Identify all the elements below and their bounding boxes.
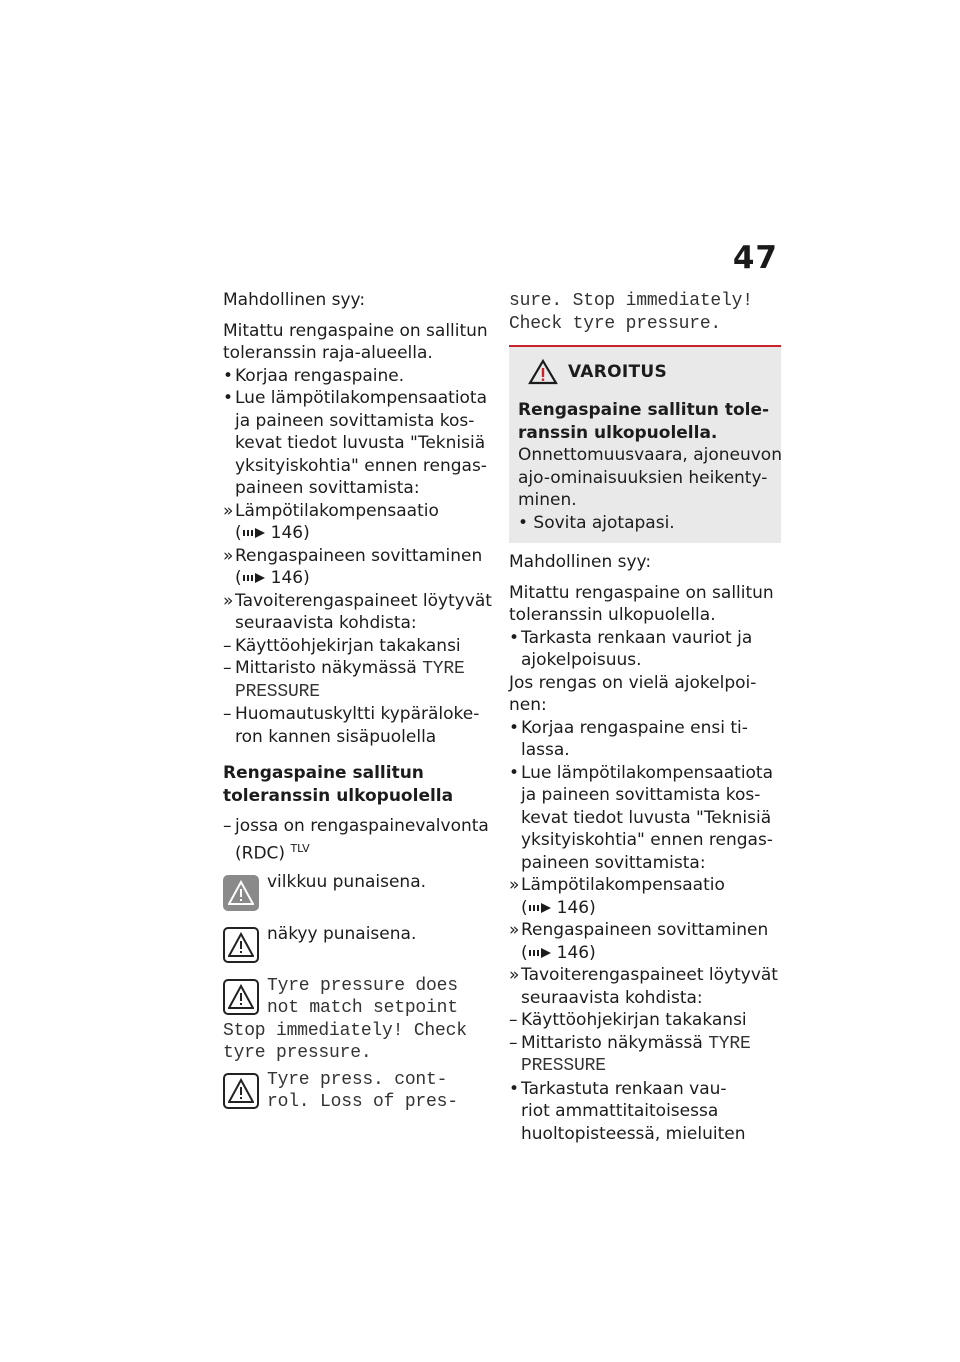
cause-text-line: Mitattu rengaspaine on sallitun (509, 582, 774, 603)
display-text: TYRE (708, 1033, 751, 1054)
ref-marker: » (509, 965, 520, 985)
display-text: TYRE (422, 659, 465, 679)
reference-item: » Lämpötilakompensaatio ( 146) (509, 874, 781, 919)
ref-marker: » (509, 920, 520, 940)
reference-page[interactable]: 146) (270, 568, 310, 588)
bullet-marker: • (509, 762, 520, 783)
dash-marker: – (509, 1010, 518, 1030)
reference-arrow-icon (243, 572, 267, 584)
warning-action: • Sovita ajotapasi. (518, 512, 675, 533)
reference-item: » Lämpötilakompensaatio ( 146) (223, 500, 491, 545)
reference-page[interactable]: 146) (556, 942, 596, 963)
target-intro: » Tavoiterengaspaineet löytyvät seuraavista kohdista: (509, 965, 778, 1008)
ref-marker: » (509, 875, 520, 895)
bullet-marker: • (509, 627, 520, 648)
warning-triangle-icon (223, 979, 259, 1015)
dash-marker: – (223, 658, 232, 678)
bullet-item: • Tarkastuta renkaan vau- riot ammattitaitoisessa huoltopisteessä, mieluiten (509, 1078, 746, 1144)
warning-triangle-icon (528, 359, 558, 385)
warning-body: minen. (518, 490, 577, 510)
dash-item: – Käyttöohjekirjan takakansi (509, 1010, 747, 1030)
warning-row (223, 871, 491, 919)
reference-arrow-icon (529, 902, 553, 914)
dash-item: – jossa on rengaspainevalvonta (RDC) $^{TLV}$ (223, 816, 489, 864)
tlv-superscript: TLV (290, 841, 310, 855)
warning-body: Onnettomuusvaara, ajoneuvon (518, 445, 782, 465)
dash-item: – Mittaristo näkymässä TYRE PRESSURE (509, 1032, 781, 1078)
warning-triangle-icon (223, 927, 259, 963)
warning-heading: Rengaspaine sallitun tole- (518, 400, 770, 420)
paragraph-line: nen: (509, 695, 547, 715)
ref-marker: » (223, 590, 234, 611)
warning-heading: ranssin ulkopuolella. (518, 422, 718, 443)
bullet-item: • Korjaa rengaspaine. (223, 365, 405, 386)
warning-triangle-icon (223, 1073, 259, 1109)
reference-arrow-icon (529, 947, 553, 959)
warning-callout (509, 345, 781, 543)
left-column (223, 289, 491, 1114)
bullet-item: • Korjaa rengaspaine ensi ti- lassa. (509, 717, 748, 760)
display-message: Tyre press. cont- rol. Loss of pres- (223, 1069, 491, 1114)
cause-text-line: toleranssin ulkopuolella. (509, 605, 716, 625)
ref-marker: » (223, 500, 234, 521)
cause-label: Mahdollinen syy: (223, 290, 366, 310)
right-column (509, 290, 781, 1145)
dash-marker: – (223, 704, 232, 724)
icon-description: vilkkuu punaisena. (267, 871, 427, 892)
warning-body: ajo-ominaisuuksien heikenty- (518, 467, 768, 488)
display-text: PRESSURE (521, 1056, 606, 1076)
section-heading: Rengaspaine sallitun (223, 763, 424, 783)
bullet-item: • Tarkasta renkaan vauriot ja ajokelpoisuus. (509, 627, 753, 670)
reference-link[interactable]: Rengaspaineen sovittaminen (235, 545, 483, 566)
cause-text-line: toleranssin raja-alueella. (223, 343, 433, 363)
reference-link[interactable]: Lämpötilakompensaatio (521, 875, 725, 895)
warning-triangle-icon (223, 875, 259, 911)
bullet-item: • Lue lämpötilakompensaatiota ja paineen sovittamista kos- kevat tiedot luvusta "Teknisiä yksityiskohtia" ennen rengas- paineen sovittamista: (223, 388, 488, 498)
display-text: Check tyre pressure. (509, 313, 722, 334)
page-number: 47 (732, 240, 778, 276)
ref-marker: » (223, 545, 234, 566)
dash-marker: – (223, 816, 232, 836)
dash-item: – Huomautuskyltti kypäräloke- ron kannen sisäpuolella (223, 704, 480, 747)
dash-marker: – (223, 635, 232, 656)
bullet-marker: • (509, 717, 520, 738)
reference-page[interactable]: 146) (270, 523, 310, 543)
reference-page[interactable]: 146) (556, 897, 596, 918)
reference-link[interactable]: Rengaspaineen sovittaminen (521, 920, 769, 940)
bullet-marker: • (223, 365, 234, 386)
reference-item: » Rengaspaineen sovittaminen ( 146) (223, 545, 491, 590)
warning-header (528, 359, 772, 385)
warning-row (223, 923, 491, 971)
reference-item: » Rengaspaineen sovittaminen ( 146) (509, 919, 781, 964)
warning-title: VAROITUS (568, 362, 668, 382)
target-intro: » Tavoiterengaspaineet löytyvät seuraavista kohdista: (223, 590, 492, 633)
dash-item: – Käyttöohjekirjan takakansi (223, 635, 461, 656)
icon-description: näkyy punaisena. (267, 923, 417, 944)
dash-marker: – (509, 1032, 518, 1053)
dash-item: – Mittaristo näkymässä TYRE PRESSURE (223, 657, 491, 703)
reference-link[interactable]: Lämpötilakompensaatio (235, 500, 439, 521)
paragraph-line: Jos rengas on vielä ajokelpoi- (509, 672, 757, 693)
display-text: sure. Stop immediately! (509, 291, 753, 311)
display-text: PRESSURE (235, 681, 320, 702)
reference-arrow-icon (243, 527, 267, 539)
cause-text-line: Mitattu rengaspaine on sallitun (223, 320, 488, 341)
bullet-marker: • (509, 1078, 520, 1099)
bullet-item: • Lue lämpötilakompensaatiota ja paineen sovittamista kos- kevat tiedot luvusta "Teknisiä yksityiskohtia" ennen rengas- paineen sovittamista: (509, 762, 774, 873)
bullet-marker: • (223, 388, 234, 408)
section-heading: toleranssin ulkopuolella (223, 785, 454, 806)
cause-label: Mahdollinen syy: (509, 552, 652, 572)
display-message: Tyre pressure does not match setpoint Stop immediately! Check tyre pressure. (223, 975, 467, 1064)
